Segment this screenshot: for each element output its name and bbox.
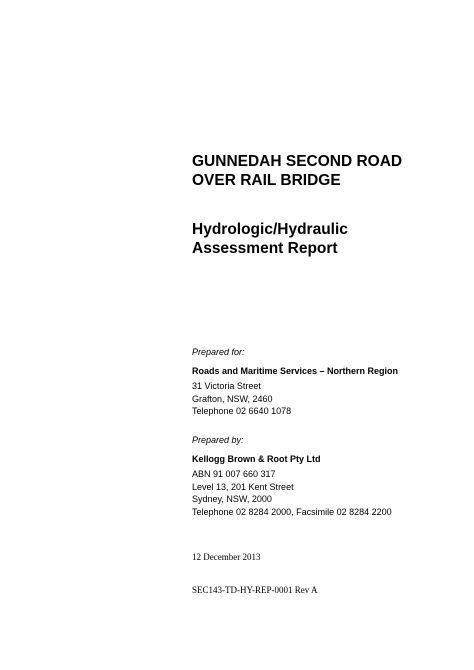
report-subtitle-line: Assessment Report bbox=[192, 240, 338, 257]
prepared-for-label: Prepared for: bbox=[192, 347, 245, 357]
client-phone: Telephone 02 6640 1078 bbox=[192, 406, 292, 416]
report-title bbox=[192, 152, 462, 190]
consultant-abn: ABN 91 007 660 317 bbox=[192, 469, 276, 479]
report-title-line: GUNNEDAH SECOND ROAD bbox=[192, 153, 403, 170]
consultant-phone-fax: Telephone 02 8284 2000, Facsimile 02 8284 2200 bbox=[192, 506, 392, 517]
report-date: 12 December 2013 bbox=[192, 552, 261, 562]
prepared-for-section bbox=[192, 346, 462, 418]
client-address-line: Grafton, NSW, 2460 bbox=[192, 393, 273, 404]
report-subtitle bbox=[192, 220, 462, 258]
prepared-by-section bbox=[192, 434, 462, 518]
prepared-by-label: Prepared by: bbox=[192, 435, 244, 445]
consultant-address-line: Level 13, 201 Kent Street bbox=[192, 481, 294, 492]
consultant-address-line: Sydney, NSW, 2000 bbox=[192, 494, 272, 504]
document-reference: SEC143-TD-HY-REP-0001 Rev A bbox=[192, 585, 318, 595]
client-address-line: 31 Victoria Street bbox=[192, 381, 261, 391]
report-title-line: OVER RAIL BRIDGE bbox=[192, 172, 341, 189]
report-subtitle-line: Hydrologic/Hydraulic bbox=[192, 221, 348, 238]
consultant-organization: Kellogg Brown & Root Pty Ltd bbox=[192, 454, 321, 464]
client-organization: Roads and Maritime Services – Northern Region bbox=[192, 366, 399, 376]
